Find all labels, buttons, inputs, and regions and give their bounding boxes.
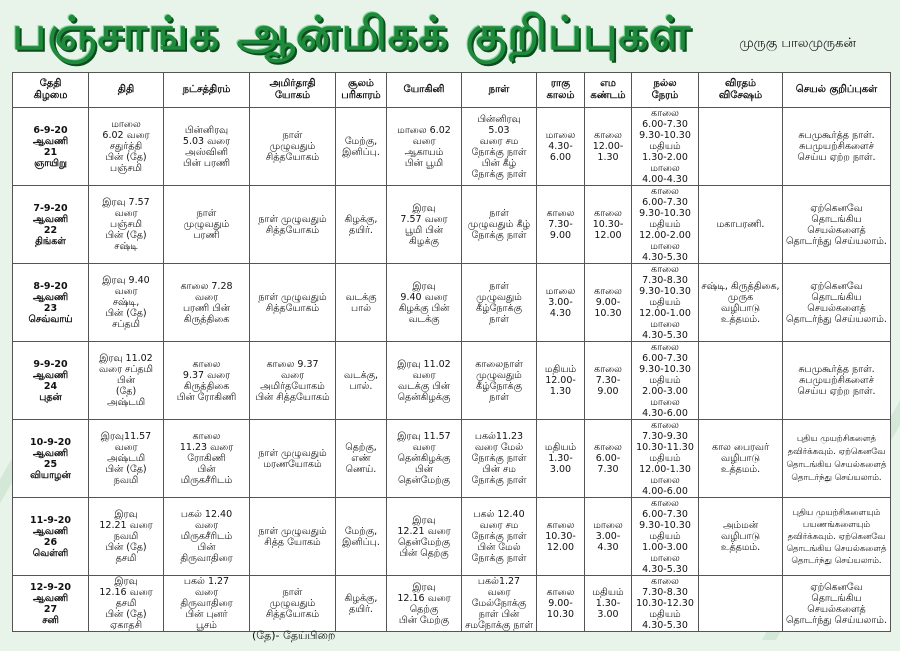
yogini-cell: இரவு 11.02 வரை வடக்கு பின் தென்கிழக்கு	[387, 342, 462, 420]
column-header-thithi: திதி	[89, 73, 164, 108]
soolam-cell: வடக்கு, பால்.	[336, 342, 387, 420]
yogini-cell: இரவு 11.57 வரை தென்கிழக்கு பின் தென்மேற்கு	[387, 420, 462, 498]
nalla-neram-cell: காலை 7.30-9.30 10.30-11.30 மதியம் 12.00-1.30 மாலை 4.00-6.00	[632, 420, 699, 498]
star-cell: காலை 11.23 வரை ரோகிணி பின் மிருகசீரிடம்	[164, 420, 250, 498]
date-cell: 10-9-20 ஆவணி 25 வியாழன்	[13, 420, 89, 498]
naal-cell: பகல்1.27 வரை மேல்நோக்கு நாள் பின் சமநோக்கு நாள்	[462, 576, 537, 632]
yogini-cell: இரவு 12.21 வரை தென்மேற்கு பின் தெற்கு	[387, 498, 462, 576]
column-header-ema: எம கண்டம்	[585, 73, 632, 108]
yogam-cell: காலை 9.37 வரை அமிர்தயோகம் பின் சித்தயோகம்	[250, 342, 336, 420]
rahu-cell: மதியம் 1.30- 3.00	[537, 420, 585, 498]
viratham-cell: மகாபரணி.	[699, 186, 783, 264]
date-cell: 12-9-20 ஆவணி 27 சனி	[13, 576, 89, 632]
soolam-cell: கிழக்கு, தயிர்.	[336, 576, 387, 632]
yogam-cell: நாள் முழுவதும் சித்தயோகம்	[250, 186, 336, 264]
thithi-cell: இரவு 9.40 வரை சஷ்டி, பின் (தே) சப்தமி	[89, 264, 164, 342]
column-header-date: தேதி கிழமை	[13, 73, 89, 108]
date-cell: 11-9-20 ஆவணி 26 வெள்ளி	[13, 498, 89, 576]
column-header-seyal: செயல் குறிப்புகள்	[783, 73, 891, 108]
column-header-yogini: யோகினி	[387, 73, 462, 108]
seyal-cell: ஏற்கெனவே தொடங்கிய செயல்களைத் தொடர்ந்து செய்யலாம்.	[783, 264, 891, 342]
nalla-neram-cell: காலை 6.00-7.30 9.30-10.30 மதியம் 1.30-2.00 மாலை 4.00-4.30	[632, 108, 699, 186]
soolam-cell: மேற்கு, இனிப்பு.	[336, 498, 387, 576]
date-cell: 8-9-20 ஆவணி 23 செவ்வாய்	[13, 264, 89, 342]
nalla-neram-cell: காலை 6.00-7.30 9.30-10.30 மதியம் 12.00-2.00 மாலை 4.30-5.30	[632, 186, 699, 264]
nalla-neram-cell: காலை 7.30-8.30 9.30-10.30 மதியம் 12.00-1.00 மாலை 4.30-5.30	[632, 264, 699, 342]
yogini-cell: இரவு 7.57 வரை பூமி பின் கிழக்கு	[387, 186, 462, 264]
column-header-rahu: ராகு காலம்	[537, 73, 585, 108]
yogam-cell: நாள் முழுவதும் சித்தயோகம்	[250, 108, 336, 186]
date-cell: 6-9-20 ஆவணி 21 ஞாயிறு	[13, 108, 89, 186]
star-cell: காலை 7.28 வரை பரணி பின் கிருத்திகை	[164, 264, 250, 342]
naal-cell: காலைநாள் முழுவதும் கீழ்நோக்கு நாள்	[462, 342, 537, 420]
seyal-cell: சுபமுகூர்த்த நாள். சுபமுயற்சிகளைச் செய்ய ஏற்ற நாள்.	[783, 342, 891, 420]
nalla-neram-cell: காலை 7.30-8.30 10.30-12.30 மதியம் 4.30-5.30	[632, 576, 699, 632]
rahu-cell: மாலை 4.30- 6.00	[537, 108, 585, 186]
ema-cell: காலை 7.30- 9.00	[585, 342, 632, 420]
rahu-cell: மதியம் 12.00- 1.30	[537, 342, 585, 420]
viratham-cell	[699, 576, 783, 632]
table-row	[13, 342, 891, 420]
naal-cell: பின்னிரவு 5.03 வரை சம நோக்கு நாள் பின் கீழ் நோக்கு நாள்	[462, 108, 537, 186]
viratham-cell	[699, 342, 783, 420]
date-cell: 7-9-20 ஆவணி 22 திங்கள்	[13, 186, 89, 264]
table-row	[13, 264, 891, 342]
star-cell: பகல் 1.27 வரை திருவாதிரை பின் புனர் பூசம்	[164, 576, 250, 632]
naal-cell: பகல்11.23 வரை மேல் நோக்கு நாள் பின் சம நோக்கு நாள்	[462, 420, 537, 498]
seyal-cell: புதிய முயற்சிகளையும் பயணங்களையும் தவிர்க்கவும். ஏற்கெனவே தொடங்கிய செயல்களைத் தொடர்ந்து செய்யலாம்.	[783, 498, 891, 576]
thithi-cell: இரவு11.57 வரை அஷ்டமி பின் (தே) நவமி	[89, 420, 164, 498]
column-header-soolam: சூலம் பரிகாரம்	[336, 73, 387, 108]
yogini-cell: இரவு 12.16 வரை தெற்கு பின் மேற்கு	[387, 576, 462, 632]
soolam-cell: தெற்கு, எண் ணெய்.	[336, 420, 387, 498]
star-cell: பின்னிரவு 5.03 வரை அஸ்வினி பின் பரணி	[164, 108, 250, 186]
panchang-table	[12, 72, 891, 632]
viratham-cell: கால பைரவர் வழிபாடு உத்தமம்.	[699, 420, 783, 498]
column-header-star: நட்சத்திரம்	[164, 73, 250, 108]
column-header-naal: நாள்	[462, 73, 537, 108]
rahu-cell: காலை 10.30- 12.00	[537, 498, 585, 576]
yogam-cell: நாள் முழுவதும் மரணயோகம்	[250, 420, 336, 498]
seyal-cell: புதிய முயற்சிகளைத் தவிர்க்கவும். ஏற்கெனவே தொடங்கிய செயல்களைத் தொடர்ந்து செய்யலாம்.	[783, 420, 891, 498]
column-header-viratham: விரதம் விசேஷம்	[699, 73, 783, 108]
ema-cell: காலை 6.00- 7.30	[585, 420, 632, 498]
footnote: (தே)- தேய்பிறை	[252, 629, 336, 642]
naal-cell: நாள் முழுவதும் கீழ் நோக்கு நாள்	[462, 186, 537, 264]
yogini-cell: இரவு 9.40 வரை கிழக்கு பின் வடக்கு	[387, 264, 462, 342]
viratham-cell	[699, 108, 783, 186]
thithi-cell: மாலை 6.02 வரை சதுர்த்தி பின் (தே) பஞ்சமி	[89, 108, 164, 186]
star-cell: காலை 9.37 வரை கிருத்திகை பின் ரோகிணி	[164, 342, 250, 420]
soolam-cell: வடக்கு பால்	[336, 264, 387, 342]
table-row	[13, 108, 891, 186]
viratham-cell: சஷ்டி, கிருத்திகை, முருக வழிபாடு உத்தமம்.	[699, 264, 783, 342]
ema-cell: காலை 12.00- 1.30	[585, 108, 632, 186]
table-row	[13, 576, 891, 632]
yogam-cell: நாள் முழுவதும் சித்தயோகம்	[250, 264, 336, 342]
seyal-cell: ஏற்கெனவே தொடங்கிய செயல்களைத் தொடர்ந்து செய்யலாம்.	[783, 576, 891, 632]
star-cell: நாள் முழுவதும் பரணி	[164, 186, 250, 264]
table-row	[13, 498, 891, 576]
rahu-cell: மாலை 3.00- 4.30	[537, 264, 585, 342]
ema-cell: மதியம் 1.30- 3.00	[585, 576, 632, 632]
naal-cell: நாள் முழுவதும் கீழ்நோக்கு நாள்	[462, 264, 537, 342]
ema-cell: காலை 10.30- 12.00	[585, 186, 632, 264]
column-header-yogam: அமிர்தாதி யோகம்	[250, 73, 336, 108]
thithi-cell: இரவு 12.21 வரை நவமி பின் (தே) தசமி	[89, 498, 164, 576]
table-row	[13, 186, 891, 264]
thithi-cell: இரவு 12.16 வரை தசமி பின் (தே) ஏகாதசி	[89, 576, 164, 632]
header-row	[13, 73, 891, 108]
seyal-cell: சுபமுகூர்த்த நாள். சுபமுயற்சிகளைச் செய்ய ஏற்ற நாள்.	[783, 108, 891, 186]
seyal-cell: ஏற்கெனவே தொடங்கிய செயல்களைத் தொடர்ந்து செய்யலாம்.	[783, 186, 891, 264]
ema-cell: காலை 9.00- 10.30	[585, 264, 632, 342]
column-header-nalla-neram: நல்ல நேரம்	[632, 73, 699, 108]
yogam-cell: நாள் முழுவதும் சித்தயோகம்	[250, 576, 336, 632]
yogini-cell: மாலை 6.02 வரை ஆகாயம் பின் பூமி	[387, 108, 462, 186]
star-cell: பகல் 12.40 வரை மிருகசீரிடம் பின் திருவாதிரை	[164, 498, 250, 576]
author-name: முருகு பாலமுருகன்	[739, 36, 856, 51]
nalla-neram-cell: காலை 6.00-7.30 9.30-10.30 மதியம் 1.00-3.00 மாலை 4.30-5.30	[632, 498, 699, 576]
page-title: பஞ்சாங்க ஆன்மிகக் குறிப்புகள்	[12, 6, 692, 60]
soolam-cell: கிழக்கு, தயிர்.	[336, 186, 387, 264]
rahu-cell: காலை 7.30- 9.00	[537, 186, 585, 264]
naal-cell: பகல் 12.40 வரை சம நோக்கு நாள் பின் மேல் நோக்கு நாள்	[462, 498, 537, 576]
yogam-cell: நாள் முழுவதும் சித்த யோகம்	[250, 498, 336, 576]
viratham-cell: அம்மன் வழிபாடு உத்தமம்.	[699, 498, 783, 576]
thithi-cell: இரவு 7.57 வரை பஞ்சமி பின் (தே) சஷ்டி	[89, 186, 164, 264]
table-row	[13, 420, 891, 498]
thithi-cell: இரவு 11.02 வரை சப்தமி பின் (தே) அஷ்டமி	[89, 342, 164, 420]
date-cell: 9-9-20 ஆவணி 24 புதன்	[13, 342, 89, 420]
soolam-cell: மேற்கு, இனிப்பு.	[336, 108, 387, 186]
rahu-cell: காலை 9.00- 10.30	[537, 576, 585, 632]
ema-cell: மாலை 3.00- 4.30	[585, 498, 632, 576]
nalla-neram-cell: காலை 6.00-7.30 9.30-10.30 மதியம் 2.00-3.00 மாலை 4.30-6.00	[632, 342, 699, 420]
